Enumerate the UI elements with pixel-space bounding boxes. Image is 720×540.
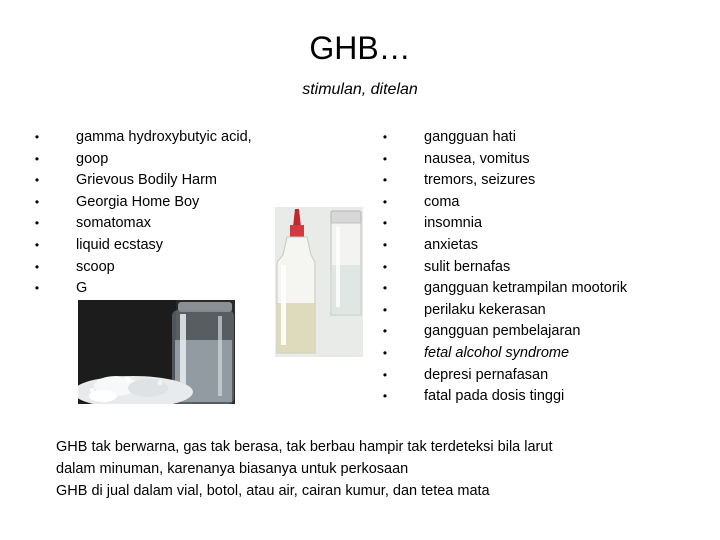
bullet-icon: • bbox=[382, 302, 388, 317]
list-item-text: coma bbox=[424, 193, 460, 210]
bottles-photo bbox=[275, 207, 363, 357]
list-item-text: tremors, seizures bbox=[424, 172, 536, 189]
list-item bbox=[34, 235, 252, 257]
list-item-text: perilaku kekerasan bbox=[424, 301, 546, 318]
bullet-icon: • bbox=[34, 151, 40, 166]
bullet-icon: • bbox=[382, 173, 388, 188]
bullet-icon: • bbox=[382, 389, 388, 404]
bullet-icon: • bbox=[382, 216, 388, 231]
list-item-text: fetal alcohol syndrome bbox=[424, 344, 570, 361]
list-item bbox=[34, 213, 252, 235]
street-names-list bbox=[34, 127, 252, 300]
slide-title: GHB… bbox=[309, 30, 411, 66]
list-item-text: scoop bbox=[76, 258, 115, 275]
list-item bbox=[382, 213, 627, 235]
bullet-icon: • bbox=[382, 324, 388, 339]
list-item bbox=[382, 300, 627, 322]
list-item bbox=[34, 192, 252, 214]
list-item-text: depresi pernafasan bbox=[424, 366, 549, 383]
vial-powder-photo bbox=[78, 300, 235, 404]
description-line: GHB tak berwarna, gas tak berasa, tak berbau hampir tak terdeteksi bila larut bbox=[56, 439, 553, 455]
bullet-icon: • bbox=[34, 237, 40, 252]
list-item-text: gamma hydroxybutyic acid, bbox=[76, 129, 252, 145]
bottles-illustration bbox=[275, 207, 363, 357]
bullet-icon: • bbox=[382, 130, 388, 144]
list-item bbox=[382, 386, 627, 408]
list-item-text: insomnia bbox=[424, 215, 483, 232]
list-item-text: somatomax bbox=[76, 215, 151, 232]
list-item bbox=[34, 127, 252, 149]
description-line: GHB di jual dalam vial, botol, atau air, cairan kumur, dan tetea mata bbox=[56, 483, 490, 499]
list-item bbox=[382, 149, 627, 171]
list-item-text: gangguan pembelajaran bbox=[424, 323, 581, 340]
slide-subtitle: stimulan, ditelan bbox=[302, 81, 418, 98]
list-item bbox=[382, 235, 627, 257]
list-item bbox=[382, 127, 627, 149]
bullet-icon: • bbox=[382, 194, 388, 209]
list-item-text: anxietas bbox=[424, 236, 479, 253]
list-item bbox=[382, 278, 628, 300]
list-item bbox=[382, 365, 627, 387]
list-item-text: liquid ecstasy bbox=[76, 236, 164, 253]
list-item-text: sulit bernafas bbox=[424, 258, 511, 275]
bullet-icon: • bbox=[382, 345, 388, 360]
list-item bbox=[34, 149, 252, 171]
bullet-icon: • bbox=[34, 216, 40, 231]
bullet-icon: • bbox=[382, 367, 388, 382]
list-item bbox=[382, 343, 627, 365]
bullet-icon: • bbox=[34, 194, 40, 209]
description-line: dalam minuman, karenanya biasanya untuk perkosaan bbox=[56, 461, 409, 477]
list-item-text: G bbox=[76, 280, 88, 297]
list-item-text: gangguan ketrampilan mootorik bbox=[424, 280, 628, 297]
bullet-icon: • bbox=[34, 281, 40, 296]
bullet-icon: • bbox=[382, 151, 388, 166]
list-item-text: Grievous Bodily Harm bbox=[76, 172, 218, 189]
list-item bbox=[34, 257, 252, 279]
bullet-icon: • bbox=[382, 237, 388, 252]
list-item-text: nausea, vomitus bbox=[424, 150, 530, 167]
list-item-text: fatal pada dosis tinggi bbox=[424, 388, 565, 405]
list-item bbox=[382, 170, 627, 192]
list-item-text: gangguan hati bbox=[424, 129, 516, 145]
vial-powder-illustration bbox=[78, 300, 235, 404]
list-item bbox=[382, 192, 627, 214]
effects-list bbox=[382, 127, 628, 408]
list-item bbox=[382, 257, 627, 279]
list-item-text: goop bbox=[76, 150, 109, 167]
bullet-icon: • bbox=[34, 130, 40, 144]
bullet-icon: • bbox=[382, 259, 388, 274]
list-item-text: Georgia Home Boy bbox=[76, 193, 200, 210]
bullet-icon: • bbox=[382, 281, 388, 296]
list-item bbox=[34, 170, 252, 192]
bullet-icon: • bbox=[34, 259, 40, 274]
list-item bbox=[382, 321, 627, 343]
description-paragraph bbox=[56, 436, 696, 502]
bullet-icon: • bbox=[34, 173, 40, 188]
list-item bbox=[34, 278, 252, 300]
